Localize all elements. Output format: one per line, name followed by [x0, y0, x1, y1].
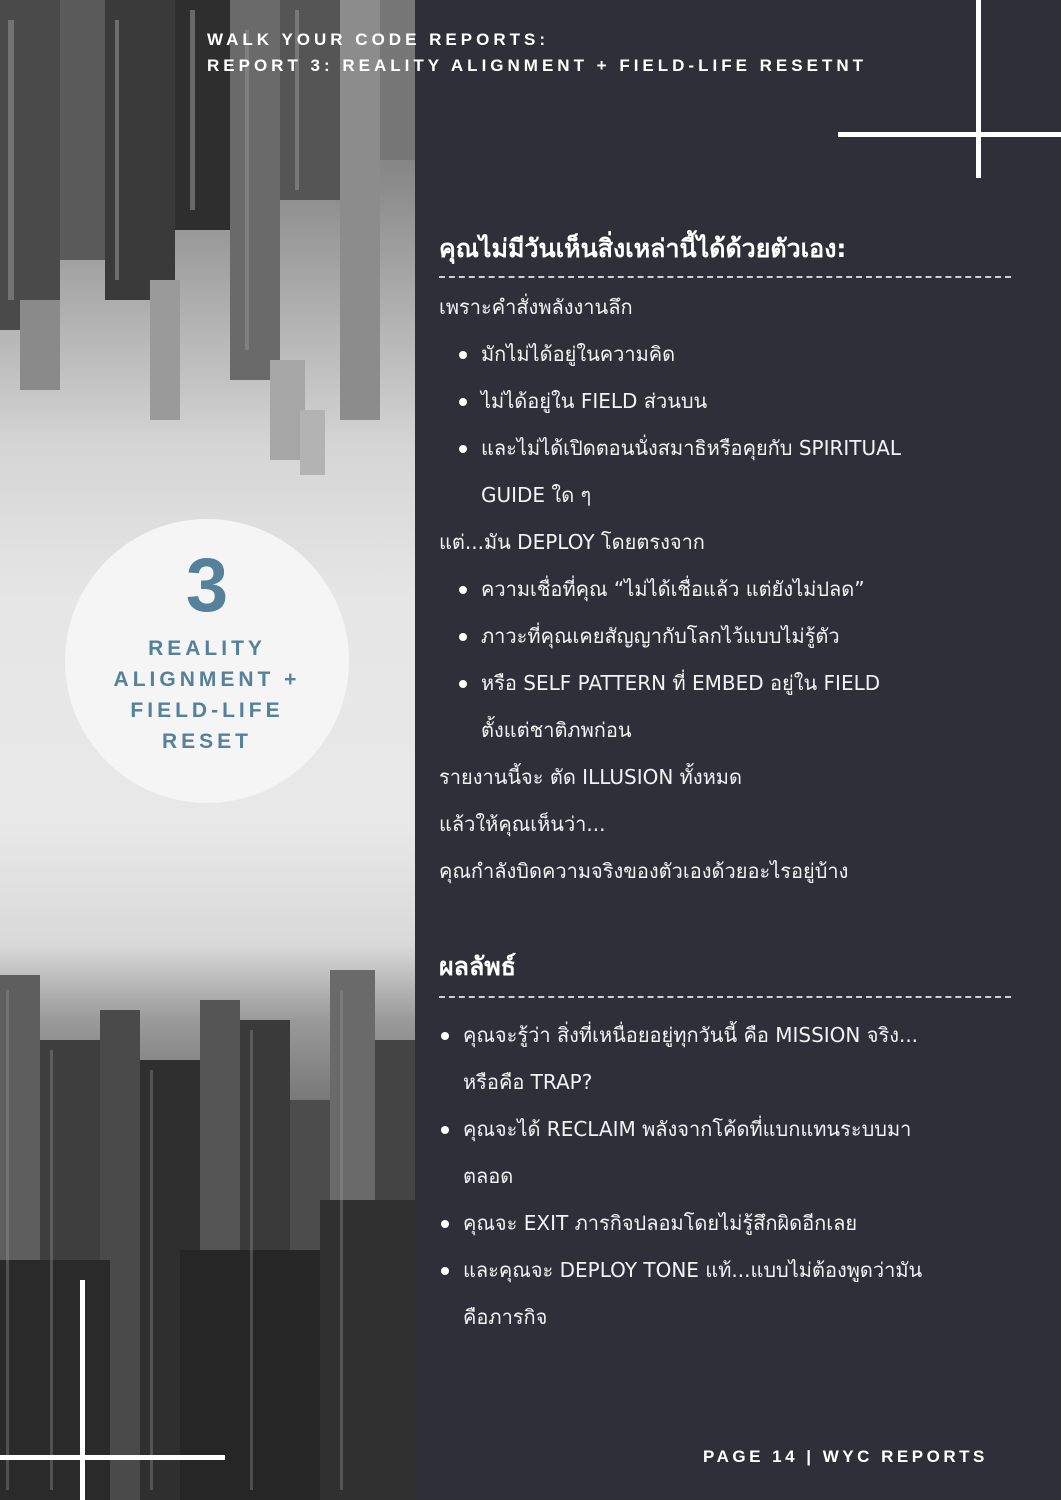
bullet-list-a	[457, 331, 901, 472]
header-line-2: REPORT 3: REALITY ALIGNMENT + FIELD-LIFE RESETNT	[207, 56, 867, 75]
bullet-list-b	[457, 566, 880, 707]
bullet-continuation: หรือคือ TRAP?	[463, 1070, 593, 1094]
report-header	[207, 27, 867, 79]
list-item: ภาวะที่คุณเคยสัญญากับโลกไว้แบบไม่รู้ตัว	[457, 613, 880, 660]
list-item: ไม่ได้อยู่ใน FIELD ส่วนบน	[457, 378, 901, 425]
intro-text: เพราะคำสั่งพลังงานลึก	[439, 295, 633, 319]
bullet-continuation: ตลอด	[463, 1164, 514, 1188]
bullet-continuation: คือภารกิจ	[463, 1305, 548, 1329]
list-item: และคุณจะ DEPLOY TONE แท้...แบบไม่ต้องพูดว่ามัน	[439, 1247, 922, 1294]
list-item: คุณจะได้ RECLAIM พลังจากโค้ดที่แบกแทนระบบมา	[439, 1106, 911, 1153]
outro-line-1: รายงานนี้จะ ตัด ILLUSION ทั้งหมด	[439, 765, 742, 789]
section-divider	[439, 276, 1011, 278]
page-footer: PAGE 14 | WYC REPORTS	[703, 1447, 988, 1466]
cross-top-vertical	[976, 0, 981, 178]
section-heading: คุณไม่มีวันเห็นสิ่งเหล่านี้ได้ด้วยตัวเอง:	[439, 234, 847, 263]
list-item: มักไม่ได้อยู่ในความคิด	[457, 331, 901, 378]
results-list	[439, 1200, 922, 1294]
bullet-continuation: ตั้งแต่ชาติภพก่อน	[481, 718, 632, 742]
cross-top-horizontal	[838, 132, 1061, 137]
results-divider	[439, 996, 1011, 998]
header-line-1: WALK YOUR CODE REPORTS:	[207, 30, 549, 49]
cross-bottom-vertical	[80, 1280, 85, 1500]
results-list	[439, 1012, 918, 1059]
cross-bottom-horizontal	[0, 1455, 225, 1460]
bullet-continuation: GUIDE ใด ๆ	[481, 483, 592, 507]
list-item: ความเชื่อที่คุณ “ไม่ได้เชื่อแล้ว แต่ยังไม่ปลด”	[457, 566, 880, 613]
outro-line-3: คุณกำลังบิดความจริงของตัวเองด้วยอะไรอยู่บ้าง	[439, 859, 849, 883]
results-list	[439, 1106, 911, 1153]
chapter-badge	[65, 519, 349, 803]
list-item: คุณจะ EXIT ภารกิจปลอมโดยไม่รู้สึกผิดอีกเลย	[439, 1200, 922, 1247]
list-item: คุณจะรู้ว่า สิ่งที่เหนื่อยอยู่ทุกวันนี้ คือ MISSION จริง...	[439, 1012, 918, 1059]
list-item: และไม่ได้เปิดตอนนั่งสมาธิหรือคุยกับ SPIRITUAL	[457, 425, 901, 472]
list-item: หรือ SELF PATTERN ที่ EMBED อยู่ใน FIELD	[457, 660, 880, 707]
chapter-title: REALITY ALIGNMENT + FIELD-LIFE RESET	[113, 637, 301, 753]
results-heading: ผลลัพธ์	[439, 952, 517, 981]
mid-text: แต่...มัน DEPLOY โดยตรงจาก	[439, 530, 705, 554]
chapter-number: 3	[185, 543, 229, 628]
outro-line-2: แล้วให้คุณเห็นว่า...	[439, 812, 606, 836]
